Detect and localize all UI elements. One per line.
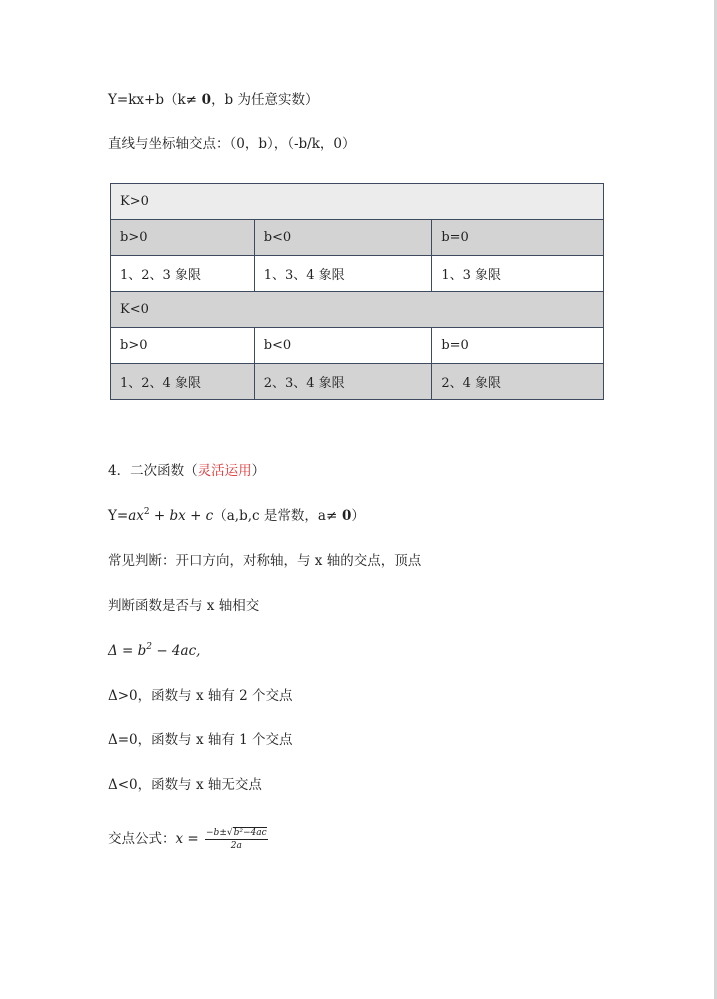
table-row (111, 184, 604, 220)
intersect-judgement: 判断函数是否与 x 轴相交 (108, 598, 260, 614)
linear-formula (108, 91, 319, 109)
table-cell: 1、2、3 象限 (111, 256, 255, 292)
formula-rest: + bx + c (149, 508, 214, 524)
formula-ax: ax (128, 508, 144, 524)
neq-symbol: ≠ (325, 508, 338, 524)
root-x: x = (175, 831, 199, 847)
sqrt-radicand: b²−4ac (233, 828, 267, 838)
delta-positive: Δ>0，函数与 x 轴有 2 个交点 (108, 688, 293, 704)
delta-negative: Δ<0，函数与 x 轴无交点 (108, 777, 262, 793)
table-cell: 2、4 象限 (432, 364, 604, 400)
table-row (111, 292, 604, 328)
slope-intercept-table (110, 183, 604, 400)
delta-prefix: Δ = b (108, 643, 147, 659)
table-cell: 1、3 象限 (432, 256, 604, 292)
table-cell: b>0 (111, 328, 255, 364)
formula-prefix: Y= (108, 508, 129, 524)
delta-rest: − 4ac, (152, 643, 201, 659)
table-cell: b>0 (111, 220, 255, 256)
root-fraction (205, 828, 268, 851)
formula-note-close: ） (351, 508, 365, 524)
table-cell: b=0 (432, 328, 604, 364)
table-cell: 1、2、4 象限 (111, 364, 255, 400)
table-row (111, 256, 604, 292)
heading-close: ） (251, 463, 266, 479)
table-cell: 1、3、4 象限 (254, 256, 432, 292)
table-cell: b=0 (432, 220, 604, 256)
delta-exponent: 2 (146, 642, 153, 652)
axis-intersections: 直线与坐标轴交点：（0，b），（-b/k，0） (108, 136, 356, 152)
k-positive-header: K>0 (111, 184, 604, 220)
neq-symbol: ≠ (185, 92, 197, 108)
heading-highlight: 灵活运用 (197, 463, 252, 479)
table-row (111, 364, 604, 400)
delta-zero: Δ=0，函数与 x 轴有 1 个交点 (108, 732, 293, 748)
heading-text: 4．二次函数（ (108, 463, 198, 479)
formula-note: （a,b,c 是常数，a (213, 508, 326, 524)
zero-value: 0 (196, 92, 212, 108)
fraction-numerator: −b±√b²−4ac (206, 828, 267, 838)
fraction-denominator: 2a (230, 841, 242, 851)
linear-formula-suffix: ，b 为任意实数） (211, 92, 319, 108)
formula-exponent: 2 (143, 507, 150, 517)
table-cell: b<0 (254, 328, 432, 364)
section-heading (108, 462, 265, 480)
quadratic-formula (108, 507, 365, 525)
table-cell: b<0 (254, 220, 432, 256)
common-judgement: 常见判断：开口方向，对称轴，与 x 轴的交点，顶点 (108, 553, 422, 569)
table-row (111, 220, 604, 256)
discriminant-formula (108, 642, 200, 660)
root-label: 交点公式： (108, 831, 176, 847)
table-cell: 2、3、4 象限 (254, 364, 432, 400)
table-row (111, 328, 604, 364)
numerator-prefix: −b± (206, 828, 227, 838)
k-negative-header: K<0 (111, 292, 604, 328)
linear-formula-prefix: Y=kx+b（k (108, 92, 186, 108)
root-formula (108, 828, 268, 851)
zero-value: 0 (337, 508, 352, 524)
